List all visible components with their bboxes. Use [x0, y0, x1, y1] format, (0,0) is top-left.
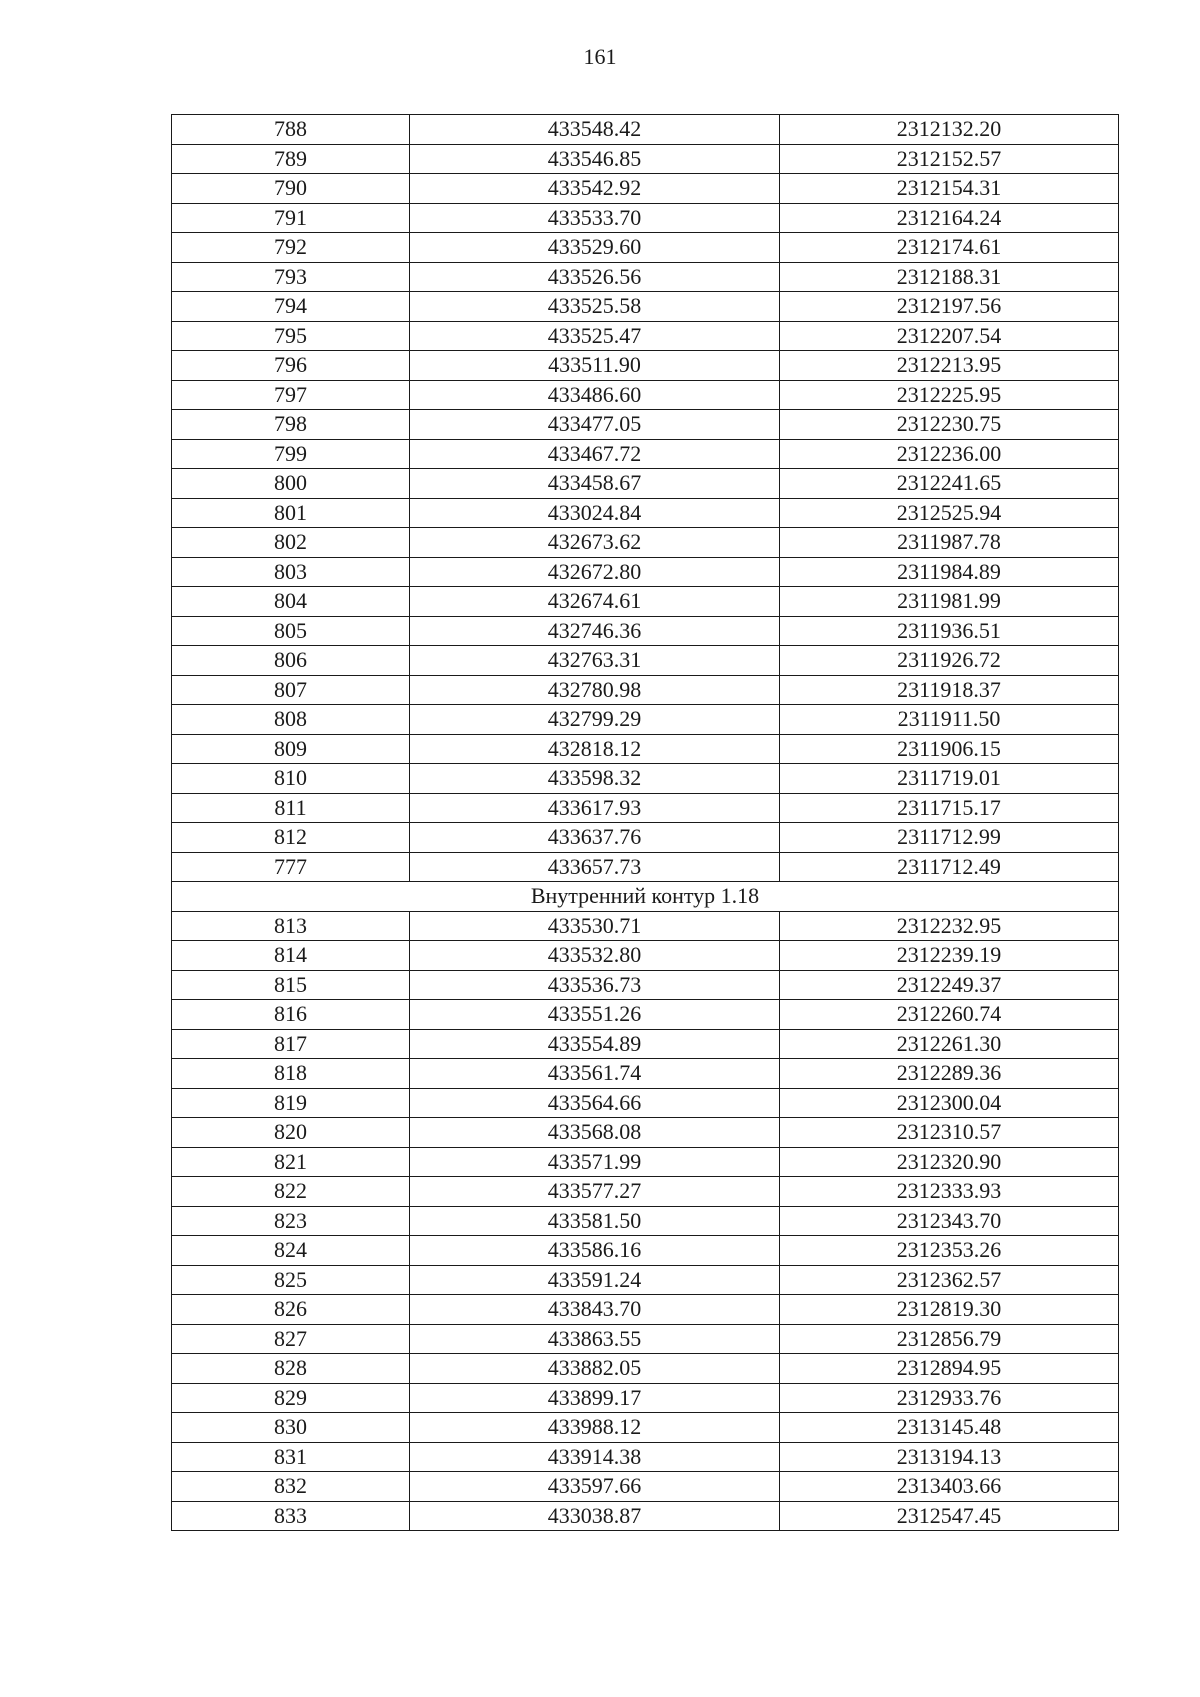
- table-row: [172, 970, 1119, 1000]
- table-row: [172, 233, 1119, 263]
- x-coordinate-cell: 433546.85: [410, 144, 780, 174]
- point-number-cell: 809: [172, 734, 410, 764]
- y-coordinate-cell: 2312236.00: [780, 439, 1119, 469]
- point-number-cell: 794: [172, 292, 410, 322]
- table-row: [172, 1383, 1119, 1413]
- point-number-cell: 833: [172, 1501, 410, 1531]
- point-number-cell: 827: [172, 1324, 410, 1354]
- point-number-cell: 805: [172, 616, 410, 646]
- table-row: [172, 410, 1119, 440]
- x-coordinate-cell: 433577.27: [410, 1177, 780, 1207]
- table-row: [172, 1354, 1119, 1384]
- point-number-cell: 829: [172, 1383, 410, 1413]
- point-number-cell: 795: [172, 321, 410, 351]
- point-number-cell: 821: [172, 1147, 410, 1177]
- x-coordinate-cell: 433863.55: [410, 1324, 780, 1354]
- x-coordinate-cell: 433586.16: [410, 1236, 780, 1266]
- x-coordinate-cell: 433532.80: [410, 941, 780, 971]
- table-row: [172, 1147, 1119, 1177]
- point-number-cell: 822: [172, 1177, 410, 1207]
- x-coordinate-cell: 433024.84: [410, 498, 780, 528]
- x-coordinate-cell: 433561.74: [410, 1059, 780, 1089]
- table-row: [172, 646, 1119, 676]
- y-coordinate-cell: 2313145.48: [780, 1413, 1119, 1443]
- y-coordinate-cell: 2312154.31: [780, 174, 1119, 204]
- y-coordinate-cell: 2312239.19: [780, 941, 1119, 971]
- point-number-cell: 793: [172, 262, 410, 292]
- table-row: [172, 292, 1119, 322]
- y-coordinate-cell: 2312362.57: [780, 1265, 1119, 1295]
- point-number-cell: 797: [172, 380, 410, 410]
- point-number-cell: 824: [172, 1236, 410, 1266]
- point-number-cell: 791: [172, 203, 410, 233]
- table-row: [172, 1442, 1119, 1472]
- point-number-cell: 823: [172, 1206, 410, 1236]
- point-number-cell: 803: [172, 557, 410, 587]
- x-coordinate-cell: 433657.73: [410, 852, 780, 882]
- table-row: [172, 1206, 1119, 1236]
- x-coordinate-cell: 433843.70: [410, 1295, 780, 1325]
- y-coordinate-cell: 2312213.95: [780, 351, 1119, 381]
- table-row: [172, 1118, 1119, 1148]
- table-row: [172, 1501, 1119, 1531]
- table-row: [172, 144, 1119, 174]
- y-coordinate-cell: 2313403.66: [780, 1472, 1119, 1502]
- point-number-cell: 830: [172, 1413, 410, 1443]
- point-number-cell: 832: [172, 1472, 410, 1502]
- point-number-cell: 800: [172, 469, 410, 499]
- point-number-cell: 799: [172, 439, 410, 469]
- point-number-cell: 792: [172, 233, 410, 263]
- x-coordinate-cell: 433564.66: [410, 1088, 780, 1118]
- point-number-cell: 788: [172, 115, 410, 145]
- x-coordinate-cell: 433617.93: [410, 793, 780, 823]
- section-row: [172, 882, 1119, 912]
- y-coordinate-cell: 2312152.57: [780, 144, 1119, 174]
- point-number-cell: 807: [172, 675, 410, 705]
- point-number-cell: 801: [172, 498, 410, 528]
- x-coordinate-cell: 433988.12: [410, 1413, 780, 1443]
- table-row: [172, 469, 1119, 499]
- table-row: [172, 1177, 1119, 1207]
- table-row: [172, 705, 1119, 735]
- y-coordinate-cell: 2312174.61: [780, 233, 1119, 263]
- point-number-cell: 819: [172, 1088, 410, 1118]
- y-coordinate-cell: 2312894.95: [780, 1354, 1119, 1384]
- y-coordinate-cell: 2311926.72: [780, 646, 1119, 676]
- y-coordinate-cell: 2311987.78: [780, 528, 1119, 558]
- x-coordinate-cell: 433554.89: [410, 1029, 780, 1059]
- y-coordinate-cell: 2312207.54: [780, 321, 1119, 351]
- y-coordinate-cell: 2312320.90: [780, 1147, 1119, 1177]
- y-coordinate-cell: 2311911.50: [780, 705, 1119, 735]
- x-coordinate-cell: 433536.73: [410, 970, 780, 1000]
- x-coordinate-cell: 433591.24: [410, 1265, 780, 1295]
- x-coordinate-cell: 432674.61: [410, 587, 780, 617]
- y-coordinate-cell: 2313194.13: [780, 1442, 1119, 1472]
- point-number-cell: 813: [172, 911, 410, 941]
- y-coordinate-cell: 2312343.70: [780, 1206, 1119, 1236]
- table-row: [172, 616, 1119, 646]
- y-coordinate-cell: 2312164.24: [780, 203, 1119, 233]
- table-row: [172, 439, 1119, 469]
- table-row: [172, 557, 1119, 587]
- table-row: [172, 793, 1119, 823]
- y-coordinate-cell: 2311715.17: [780, 793, 1119, 823]
- table-row: [172, 1472, 1119, 1502]
- y-coordinate-cell: 2311936.51: [780, 616, 1119, 646]
- x-coordinate-cell: 432818.12: [410, 734, 780, 764]
- rows-after-section: [172, 911, 1119, 1531]
- table-row: [172, 587, 1119, 617]
- x-coordinate-cell: 433526.56: [410, 262, 780, 292]
- table-row: [172, 321, 1119, 351]
- table-row: [172, 351, 1119, 381]
- y-coordinate-cell: 2312353.26: [780, 1236, 1119, 1266]
- y-coordinate-cell: 2312230.75: [780, 410, 1119, 440]
- point-number-cell: 796: [172, 351, 410, 381]
- table-row: [172, 1000, 1119, 1030]
- y-coordinate-cell: 2312197.56: [780, 292, 1119, 322]
- x-coordinate-cell: 433598.32: [410, 764, 780, 794]
- table-row: [172, 115, 1119, 145]
- x-coordinate-cell: 433571.99: [410, 1147, 780, 1177]
- x-coordinate-cell: 432763.31: [410, 646, 780, 676]
- point-number-cell: 808: [172, 705, 410, 735]
- y-coordinate-cell: 2312188.31: [780, 262, 1119, 292]
- point-number-cell: 810: [172, 764, 410, 794]
- y-coordinate-cell: 2311719.01: [780, 764, 1119, 794]
- y-coordinate-cell: 2312300.04: [780, 1088, 1119, 1118]
- y-coordinate-cell: 2312249.37: [780, 970, 1119, 1000]
- point-number-cell: 831: [172, 1442, 410, 1472]
- point-number-cell: 806: [172, 646, 410, 676]
- point-number-cell: 802: [172, 528, 410, 558]
- coordinates-table: [171, 114, 1119, 1531]
- y-coordinate-cell: 2312132.20: [780, 115, 1119, 145]
- table-row: [172, 1236, 1119, 1266]
- table-row: [172, 1088, 1119, 1118]
- table-row: [172, 1295, 1119, 1325]
- y-coordinate-cell: 2311906.15: [780, 734, 1119, 764]
- x-coordinate-cell: 433597.66: [410, 1472, 780, 1502]
- x-coordinate-cell: 433530.71: [410, 911, 780, 941]
- point-number-cell: 820: [172, 1118, 410, 1148]
- y-coordinate-cell: 2312525.94: [780, 498, 1119, 528]
- table-row: [172, 174, 1119, 204]
- y-coordinate-cell: 2312333.93: [780, 1177, 1119, 1207]
- point-number-cell: 825: [172, 1265, 410, 1295]
- rows-before-section: [172, 115, 1119, 882]
- y-coordinate-cell: 2312289.36: [780, 1059, 1119, 1089]
- point-number-cell: 826: [172, 1295, 410, 1325]
- x-coordinate-cell: 433568.08: [410, 1118, 780, 1148]
- table-row: [172, 1413, 1119, 1443]
- table-row: [172, 675, 1119, 705]
- x-coordinate-cell: 433542.92: [410, 174, 780, 204]
- table-row: [172, 380, 1119, 410]
- x-coordinate-cell: 433914.38: [410, 1442, 780, 1472]
- y-coordinate-cell: 2312260.74: [780, 1000, 1119, 1030]
- section-title: Внутренний контур 1.18: [172, 882, 1119, 912]
- point-number-cell: 804: [172, 587, 410, 617]
- table-row: [172, 911, 1119, 941]
- point-number-cell: 815: [172, 970, 410, 1000]
- x-coordinate-cell: 432799.29: [410, 705, 780, 735]
- x-coordinate-cell: 433458.67: [410, 469, 780, 499]
- table-row: [172, 941, 1119, 971]
- x-coordinate-cell: 433038.87: [410, 1501, 780, 1531]
- x-coordinate-cell: 433525.47: [410, 321, 780, 351]
- y-coordinate-cell: 2311712.99: [780, 823, 1119, 853]
- point-number-cell: 789: [172, 144, 410, 174]
- x-coordinate-cell: 433548.42: [410, 115, 780, 145]
- x-coordinate-cell: 432746.36: [410, 616, 780, 646]
- table-row: [172, 498, 1119, 528]
- point-number-cell: 798: [172, 410, 410, 440]
- point-number-cell: 790: [172, 174, 410, 204]
- x-coordinate-cell: 433581.50: [410, 1206, 780, 1236]
- x-coordinate-cell: 433551.26: [410, 1000, 780, 1030]
- table-row: [172, 1059, 1119, 1089]
- y-coordinate-cell: 2311918.37: [780, 675, 1119, 705]
- page-number: 161: [583, 44, 617, 69]
- y-coordinate-cell: 2311712.49: [780, 852, 1119, 882]
- point-number-cell: 811: [172, 793, 410, 823]
- x-coordinate-cell: 432673.62: [410, 528, 780, 558]
- point-number-cell: 816: [172, 1000, 410, 1030]
- point-number-cell: 812: [172, 823, 410, 853]
- point-number-cell: 828: [172, 1354, 410, 1384]
- point-number-cell: 818: [172, 1059, 410, 1089]
- point-number-cell: 777: [172, 852, 410, 882]
- y-coordinate-cell: 2312232.95: [780, 911, 1119, 941]
- table-row: [172, 852, 1119, 882]
- y-coordinate-cell: 2312261.30: [780, 1029, 1119, 1059]
- table-row: [172, 764, 1119, 794]
- table-row: [172, 262, 1119, 292]
- x-coordinate-cell: 433486.60: [410, 380, 780, 410]
- x-coordinate-cell: 433899.17: [410, 1383, 780, 1413]
- y-coordinate-cell: 2312225.95: [780, 380, 1119, 410]
- x-coordinate-cell: 432672.80: [410, 557, 780, 587]
- table-row: [172, 203, 1119, 233]
- x-coordinate-cell: 433882.05: [410, 1354, 780, 1384]
- section-header: [172, 882, 1119, 912]
- y-coordinate-cell: 2312933.76: [780, 1383, 1119, 1413]
- point-number-cell: 814: [172, 941, 410, 971]
- x-coordinate-cell: 432780.98: [410, 675, 780, 705]
- y-coordinate-cell: 2312856.79: [780, 1324, 1119, 1354]
- table-row: [172, 528, 1119, 558]
- y-coordinate-cell: 2312819.30: [780, 1295, 1119, 1325]
- y-coordinate-cell: 2311981.99: [780, 587, 1119, 617]
- y-coordinate-cell: 2312310.57: [780, 1118, 1119, 1148]
- x-coordinate-cell: 433511.90: [410, 351, 780, 381]
- y-coordinate-cell: 2312547.45: [780, 1501, 1119, 1531]
- table-row: [172, 1029, 1119, 1059]
- y-coordinate-cell: 2311984.89: [780, 557, 1119, 587]
- x-coordinate-cell: 433525.58: [410, 292, 780, 322]
- y-coordinate-cell: 2312241.65: [780, 469, 1119, 499]
- table-row: [172, 1265, 1119, 1295]
- table-row: [172, 734, 1119, 764]
- point-number-cell: 817: [172, 1029, 410, 1059]
- table-row: [172, 823, 1119, 853]
- x-coordinate-cell: 433529.60: [410, 233, 780, 263]
- x-coordinate-cell: 433637.76: [410, 823, 780, 853]
- table-row: [172, 1324, 1119, 1354]
- x-coordinate-cell: 433467.72: [410, 439, 780, 469]
- x-coordinate-cell: 433477.05: [410, 410, 780, 440]
- x-coordinate-cell: 433533.70: [410, 203, 780, 233]
